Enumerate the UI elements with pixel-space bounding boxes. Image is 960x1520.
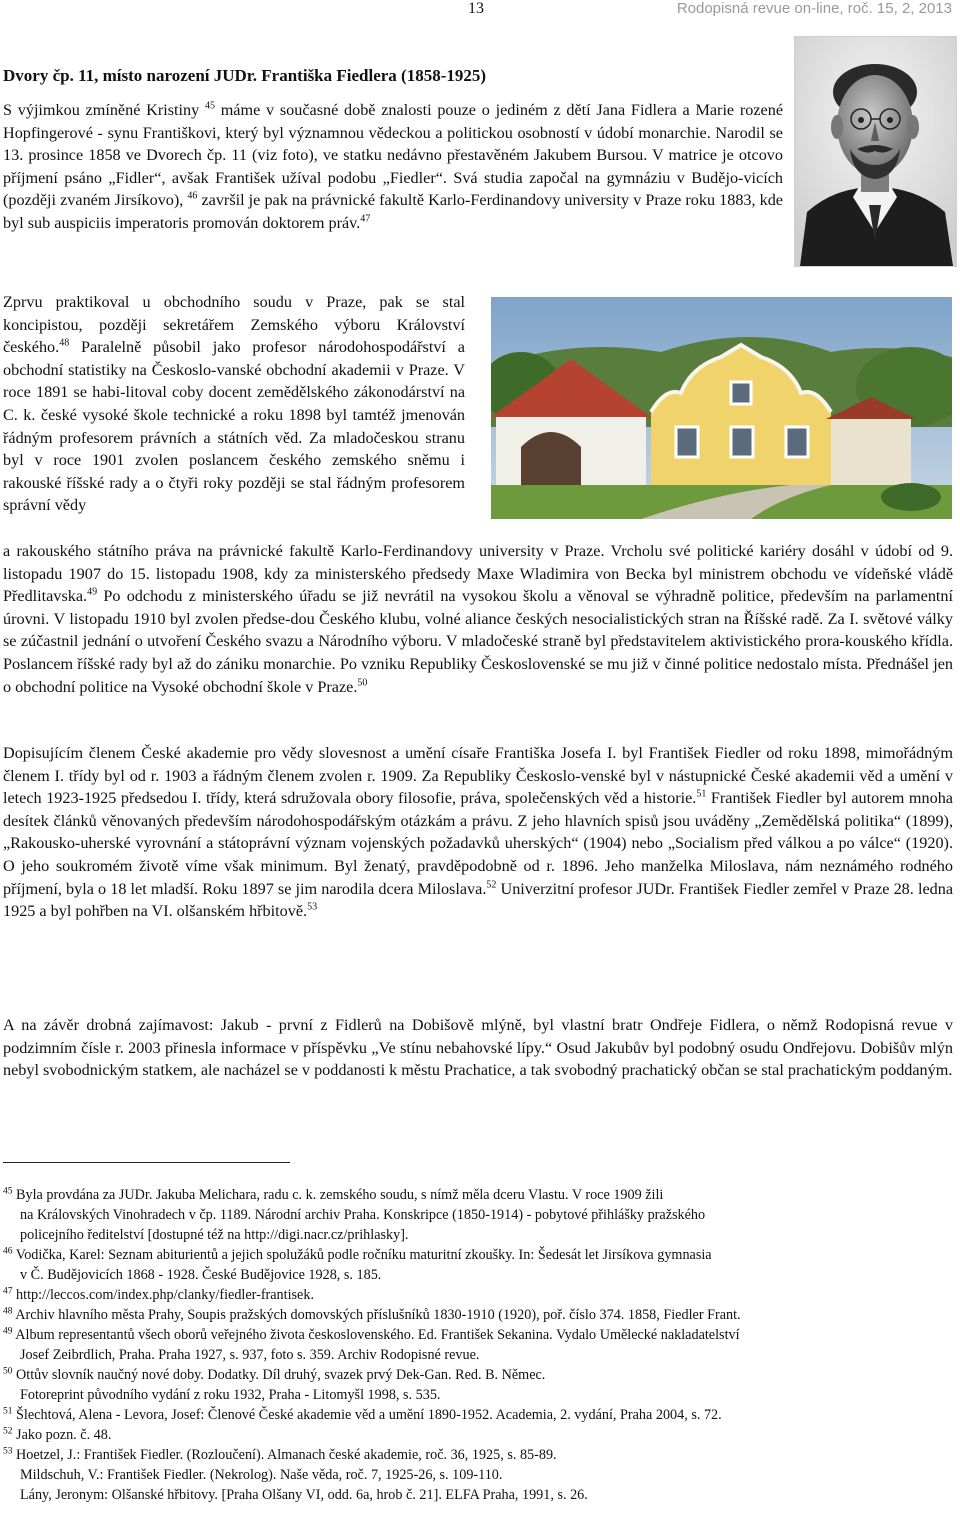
footnote-number: 49 (3, 1326, 13, 1337)
paragraph-birth: S výjimkou zmíněné Kristiny $^{45}$ máme v současné době znalosti pouze o jediném z dětí Jana Fidlera a Marie rozené Hopfingerové - synu Františkovi, který byl významnou vědeckou a politickou osobností v údobí monarchie. Narodil se 13. prosince 1858 ve Dvorech čp. 11 (viz foto), ve statku nedávno přestavěném Jakubem Bursou. V matrice je otcovo příjmení psáno „Fidler“, avšak František užíval podobu „Fiedler“. Svá studia započal na gymnáziu v Budějo-vicích (později zvaném Jirsíkovo), $^{46}$ završil je pak na právnické fakultě Karlo-Ferdinandovy university v Praze roku 1883, kde byl sub auspiciis imperatoris promován doktorem práv.$^{47}$ (3, 100, 784, 232)
footnote-number: 47 (3, 1286, 13, 1297)
footnote-number: 48 (3, 1306, 13, 1317)
footnote-49 (3, 1325, 953, 1365)
footnote-line: na Královských Vinohradech v čp. 1189. Národní archiv Praha. Konskripce (1850-1914) - pobytové přihlášky pražského (20, 1207, 706, 1223)
footnote-47 (3, 1285, 953, 1305)
house-photo (491, 297, 952, 519)
footnote-line: Mildschuh, V.: František Fiedler. (Nekrolog). Naše věda, roč. 7, 1925-26, s. 109-110. (20, 1467, 503, 1483)
footnote-number: 45 (3, 1186, 13, 1197)
footnote-46 (3, 1245, 953, 1285)
footnote-line: Fotoreprint původního vydání z roku 1932, Praha - Litomyšl 1998, s. 535. (20, 1387, 441, 1403)
footnote-line: v Č. Budějovicích 1868 - 1928. České Budějovice 1928, s. 185. (20, 1267, 382, 1283)
page-header (0, 0, 960, 22)
footnote-line: $^{46}$ Vodička, Karel: Seznam abiturientů a jejich spolužáků podle ročníku maturitní zkoušky. In: Šedesát let Jirsíkova gymnasia (3, 1246, 712, 1263)
paragraph-academy: Dopisujícím členem České akademie pro vědy slovesnost a umění císaře Františka Josefa I. byl František Fiedler od roku 1898, mimořádným členem I. třídy byl od r. 1903 a řádným členem zvolen r. 1909. Za Republiky Českoslo-venské byl v nástupnické České akademii věd a umění v letech 1923-1925 předsedou I. třídy, která sdružovala obory filosofie, práva, společenských věd a historie.$^{51}$ František Fiedler byl autorem mnoha desítek článků věnovaných především národohospodářským otázkám a právu. Z jeho hlavních spisů jsou uváděny „Zemědělská politika“ (1899), „Rakousko-uherské vyrovnání a státoprávní význam vojenských požadavků uherských“ (1904) nebo „Socialism před válkou a po válce“ (1920). O jeho soukromém životě víme však minimum. Byl ženatý, pravděpodobně od r. 1896. Jeho manželka Miloslava, nám neznámého rodného příjmení, byla o 18 let mladší. Roku 1897 se jim narodila dcera Miloslava.$^{52}$ Univerzitní profesor JUDr. František Fiedler zemřel v Praze 28. ledna 1925 a byl pohřben na VI. olšanském hřbitově.$^{53}$ (3, 744, 954, 921)
footnote-separator (3, 1162, 290, 1163)
footnote-number: 51 (3, 1406, 13, 1417)
footnote-48 (3, 1305, 953, 1325)
footnote-line: Lány, Jeronym: Olšanské hřbitovy. [Praha Olšany VI, odd. 6a, hrob č. 21]. ELFA Praha, 1991, s. 26. (20, 1487, 588, 1503)
footnote-51 (3, 1405, 953, 1425)
footnote-number: 46 (3, 1246, 13, 1257)
footnote-line: $^{49}$ Album representantů všech oborů veřejného života československého. Ed. František Sekanina. Vydalo Umělecké nakladatelství (3, 1326, 740, 1343)
footnote-line: $^{51}$ Šlechtová, Alena - Levora, Josef: Členové České akademie věd a umění 1890-1952. Academia, 2. vydání, Praha 2004, s. 72. (3, 1406, 722, 1423)
footnote-line: $^{45}$ Byla provdána za JUDr. Jakuba Melichara, radu c. k. zemského soudu, s nímž měla dceru Vlastu. V roce 1909 žili (3, 1186, 664, 1203)
section-title: Dvory čp. 11, místo narození JUDr. Františka Fiedlera (1858-1925) (3, 66, 487, 85)
portrait-photo (794, 36, 957, 267)
footnote-line: $^{50}$ Ottův slovník naučný nové doby. Dodatky. Díl druhý, svazek prvý Dek-Gan. Red. B. Němec. (3, 1366, 546, 1383)
footnote-line: $^{48}$ Archiv hlavního města Prahy, Soupis pražských domovských příslušníků 1830-1910 (1920), poř. číslo 374. 1858, Fiedler Frant. (3, 1306, 741, 1323)
footnote-line: $^{52}$ Jako pozn. č. 48. (3, 1426, 112, 1443)
journal-title: Rodopisná revue on-line, roč. 15, 2, 2013 (676, 0, 952, 17)
footnote-number: 53 (3, 1446, 13, 1457)
footnote-number: 50 (3, 1366, 13, 1377)
footnote-53 (3, 1445, 953, 1505)
footnote-45 (3, 1185, 953, 1245)
footnote-line: policejního ředitelství [dostupné též na http://digi.nacr.cz/prihlasky]. (20, 1227, 409, 1243)
footnote-line: $^{47}$ http://leccos.com/index.php/clanky/fiedler-frantisek. (3, 1286, 314, 1303)
footnote-line: $^{53}$ Hoetzel, J.: František Fiedler. (Rozloučení). Almanach české akademie, roč. 36, 1925, s. 85-89. (3, 1446, 557, 1463)
footnote-50 (3, 1365, 953, 1405)
footnote-52 (3, 1425, 953, 1445)
footnote-number: 52 (3, 1426, 13, 1437)
paragraph-career-wrapped: Zprvu praktikoval u obchodního soudu v Praze, pak se stal koncipistou, později sekretářem Zemského výboru Království českého.$^{48}$ Paralelně působil jako profesor národohospodářství a obchodní statistiky na Českoslo-vanské obchodní akademii v Praze. V roce 1891 se habi-litoval coby docent zemědělského zákonodárství na C. k. české vysoké škole technické a roku 1898 byl tamtéž jmenován řádným profesorem právních a státních věd. Za mladočeskou stranu byl v roce 1901 zvolen poslancem českého zemského sněmu i rakouské říšské rady a o čtyři roky později se stal řádným profesorem správní vědy (3, 293, 465, 515)
footnotes (3, 1185, 953, 1505)
footnote-line: Josef Zeibrdlich, Praha. Praha 1927, s. 937, foto s. 359. Archiv Rodopisné revue. (20, 1347, 480, 1363)
paragraph-career-continued: a rakouského státního práva na právnické fakultě Karlo-Ferdinandovy university v Praze. Vrcholu své politické kariéry dosáhl v údobí od 9. listopadu 1907 do 15. listopadu 1908, kdy za ministerského předsedy Maxe Wladimira von Becka byl ministrem obchodu ve vídeňské vládě Předlitavska.$^{49}$ Po odchodu z ministerského úřadu se již nevrátil na vysokou školu a věnoval se výhradně politice, především na parlamentní úrovni. V listopadu 1910 byl zvolen předse-dou Českého klubu, volné aliance českých nesocialistických stran na Říšské radě. Za I. světové války se zúčastnil jednání o utvoření Českého svazu a Národního výboru. V mladočeské straně byl představitelem aktivistického prora-kouského křídla. Poslancem říšské rady byl až do zániku monarchie. Po vzniku Republiky Československé se mu již v činné politice nedostalo místa. Přednášel jen o obchodní politice na Vysoké obchodní škole v Praze.$^{50}$ (3, 542, 953, 696)
paragraph-conclusion: A na závěr drobná zajímavost: Jakub - první z Fidlerů na Dobišově mlýně, byl vlastní bratr Ondřeje Fidlera, o němž Rodopisná revue v podzimním čísle r. 2003 přinesla informace v příspěvku „Ve stínu nebahovské lípy.“ Osud Jakubův byl podobný osudu Ondřejovu. Dobišův mlýn nebyl svobodnickým statkem, ale nacházel se v poddanosti k městu Prachatice, a tak svobodný prachatický občan se stal prachatickým poddaným. (3, 1016, 953, 1080)
page-number: 13 (468, 0, 484, 17)
